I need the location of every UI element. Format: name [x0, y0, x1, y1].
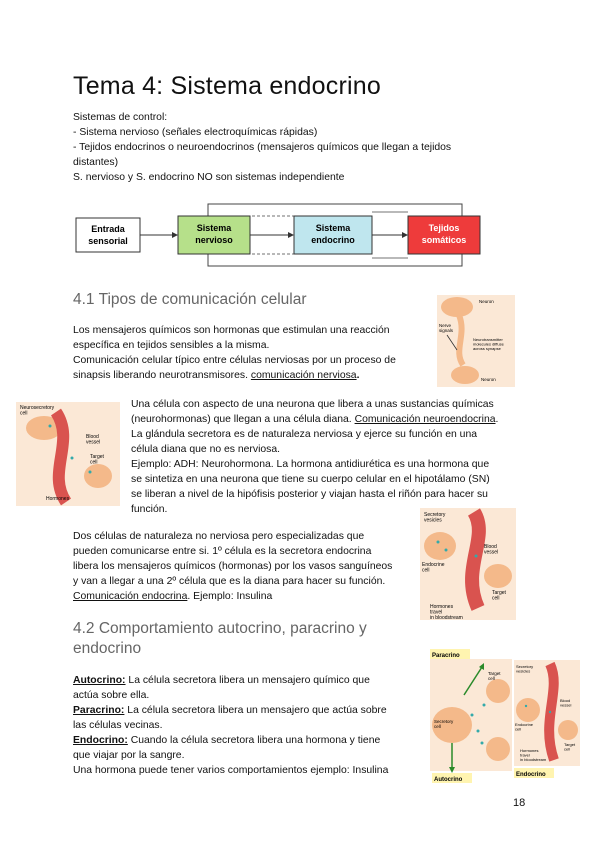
endocrine-cell-label: Endocrine cell — [422, 562, 445, 574]
messenger-dot — [481, 742, 484, 745]
messenger-dot — [483, 704, 486, 707]
text-span: Cuando la célula secretora libera una hormona y tiene — [127, 735, 381, 746]
hormone-dot — [437, 541, 440, 544]
control-systems-diagram — [72, 196, 492, 274]
nerve-signals-label: Nerve signals — [439, 323, 454, 333]
neuron-label: Neuron — [481, 377, 496, 382]
target-cell — [486, 679, 510, 703]
hormone-dot — [525, 705, 527, 707]
paragraph-neuroendocrine — [131, 397, 498, 517]
term-nerviosa: comunicación nerviosa — [250, 370, 357, 381]
text-line: las células vecinas. — [73, 720, 163, 731]
section-heading: 4.1 Tipos de comunicación celular — [73, 291, 307, 308]
target-cell-label: Target cell — [90, 454, 104, 466]
text-line: Ejemplo: ADH: Neurohormona. La hormona antidiurética es una hormona que — [131, 459, 490, 470]
blood-vessel — [472, 512, 479, 608]
figure-bg — [16, 402, 120, 506]
intro-line: S. nervioso y S. endocrino NO son sistemas independiente — [73, 172, 345, 183]
term-endocrino: Endocrino: — [73, 735, 128, 746]
messenger-dot — [477, 730, 480, 733]
page-number: 18 — [513, 797, 526, 809]
text-line: libera los mensajeros químicos (hormonas) por los vasos sanguíneos — [73, 561, 393, 572]
neuron-body — [441, 297, 473, 317]
text-line: actúa sobre ella. — [73, 690, 150, 701]
travel-label: Hormones travel in bloodstream — [430, 604, 463, 620]
hormone-dot — [475, 555, 478, 558]
neuron-figure — [437, 295, 515, 387]
intro-line: Sistemas de control: — [73, 112, 168, 123]
intro-text — [73, 110, 451, 185]
text-line — [131, 412, 498, 427]
endocrino-label: Sistema — [315, 223, 351, 233]
hormone-dot — [71, 457, 74, 460]
text-line: Comunicación celular típico entre células nerviosas por un proceso de — [73, 355, 396, 366]
target-cell — [558, 720, 578, 740]
text-line: Los mensajeros químicos son hormonas que estimulan una reacción — [73, 325, 390, 336]
text-line: La glándula secretora es de naturaleza nerviosa y ejerce su función en una — [131, 429, 478, 440]
text-line — [73, 733, 388, 748]
paracrine-autocrine-figure — [424, 645, 516, 785]
text-line — [73, 703, 388, 718]
vesicles-label: Secretory vesicles — [516, 664, 534, 674]
endocrine-figure — [420, 508, 516, 620]
term-paracrino: Paracrino: — [73, 705, 125, 716]
paragraph-nervous — [73, 323, 396, 383]
neuroendocrine-figure — [16, 402, 120, 506]
paragraph-endocrine — [73, 529, 392, 604]
nervioso-label: Sistema — [196, 223, 232, 233]
text-span: La célula secretora libera un mensajero que actúa sobre — [124, 705, 387, 716]
text-line: Dos células de naturaleza no nerviosa pero especializadas que — [73, 531, 365, 542]
tejidos-label: somáticos — [421, 235, 467, 245]
endocrine-cell-label: Endocrine cell — [515, 722, 534, 732]
text-span: . — [495, 414, 499, 425]
blood-vessel-label: Blood vessel — [560, 698, 572, 708]
text-span: La célula secretora libera un mensajero químico que — [125, 675, 370, 686]
heading-line: 4.2 Comportamiento autocrino, paracrino y — [73, 620, 367, 637]
arrowhead — [288, 232, 294, 238]
term-neuroendocrina: Comunicación neuroendocrina — [354, 414, 496, 425]
intro-line: distantes) — [73, 157, 119, 168]
endocrine-figure-2 — [514, 660, 580, 782]
nervioso-label: nervioso — [195, 235, 233, 245]
text-span: . — [356, 370, 360, 381]
autocrino-label: Autocrino — [434, 777, 463, 783]
text-line — [73, 368, 396, 383]
page-title: Tema 4: Sistema endocrino — [73, 72, 381, 100]
text-line: que viajar por la sangre. — [73, 750, 185, 761]
messenger-dot — [471, 714, 474, 717]
neuron-label: Neuron — [479, 299, 494, 304]
neuron-body — [451, 366, 479, 384]
text-line: se liberan a nivel de la hipófisis posterior y viajan hasta el riñón para hacer su — [131, 489, 488, 500]
text-line: y van a llegar a una 2º célula que es la diana para hacer su función. — [73, 576, 386, 587]
neurotransmitter-label: Neurotransmitter molecules diffuse across synapse — [473, 337, 504, 351]
hormone-dot — [549, 711, 551, 713]
text-line — [73, 589, 392, 604]
text-line: pueden comunicarse entre si. 1º célula es la secretora endocrina — [73, 546, 372, 557]
text-span: . Ejemplo: Insulina — [187, 591, 273, 602]
paragraph-behaviors — [73, 673, 388, 778]
text-line: se sintetiza en una neurona que tiene su cuerpo celular en el hipotálamo (SN) — [131, 474, 490, 485]
axon — [459, 315, 463, 365]
target-cell — [484, 564, 512, 588]
text-line: Una hormona puede tener varios comportamientos ejemplo: Insulina — [73, 765, 389, 776]
tejidos-label: Tejidos — [428, 223, 460, 233]
entrada-label: sensorial — [88, 236, 128, 246]
text-line: célula diana que no es nerviosa. — [131, 444, 281, 455]
paracrino-label: Paracrino — [432, 653, 460, 659]
endocrino-label: Endocrino — [516, 772, 546, 778]
neurosecretory-label: Neurosecretory cell — [20, 405, 55, 417]
hormone-dot — [89, 471, 92, 474]
term-endocrina: Comunicación endocrina — [73, 591, 188, 602]
target-cell-label: Target cell — [564, 742, 576, 752]
text-line: función. — [131, 504, 168, 515]
hormones-label: Hormones — [46, 496, 70, 502]
target-cell-label: Target cell — [488, 671, 501, 681]
vesicles-label: Secretory vesicles — [424, 512, 446, 524]
entrada-label: Entrada — [91, 224, 125, 234]
text-line: Una célula con aspecto de una neurona que libera a unas sustancias químicas — [131, 399, 494, 410]
endocrino-label: endocrino — [311, 235, 355, 245]
intro-line: - Sistema nervioso (señales electroquímicas rápidas) — [73, 127, 318, 138]
intro-line: - Tejidos endocrinos o neuroendocrinos (mensajeros químicos que llegan a tejidos — [73, 142, 452, 153]
target-cell-label: Target cell — [492, 590, 506, 602]
blood-vessel-label: Blood vessel — [86, 434, 101, 446]
text-span: (neurohormonas) que llegan a una célula diana. — [131, 414, 355, 425]
target-cell — [84, 464, 112, 488]
hormone-dot — [49, 425, 52, 428]
text-line: específica en tejidos sensibles a la misma. — [73, 340, 270, 351]
blood-vessel — [56, 412, 66, 502]
secretory-cell-label: Secretory cell — [434, 719, 454, 729]
arrowhead — [172, 232, 178, 238]
blood-vessel-label: Blood vessel — [484, 544, 499, 556]
section-heading — [73, 619, 367, 659]
hormone-dot — [445, 549, 448, 552]
target-cell — [486, 737, 510, 761]
arrowhead — [402, 232, 408, 238]
text-line — [73, 673, 388, 688]
endocrine-cell — [424, 532, 456, 560]
endocrine-cell — [516, 698, 540, 722]
text-span: sinapsis liberando neurotransmisores. — [73, 370, 251, 381]
travel-label: Hormones travel in bloodstream — [520, 748, 547, 762]
term-autocrino: Autocrino: — [73, 675, 126, 686]
heading-line: endocrino — [73, 640, 142, 657]
